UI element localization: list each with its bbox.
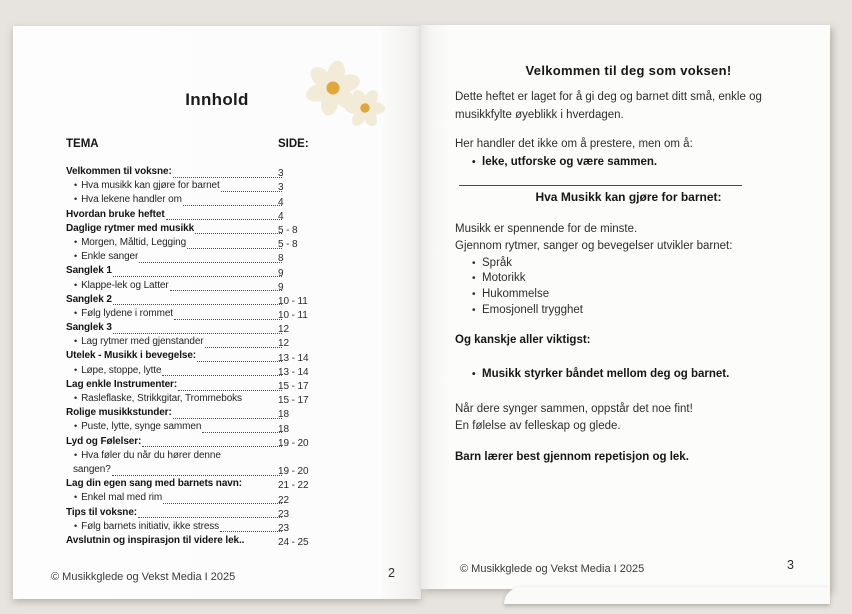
toc-dot-leader bbox=[197, 361, 282, 362]
toc-dot-leader bbox=[221, 191, 282, 192]
toc-label: Hva lekene handler om bbox=[81, 194, 182, 206]
toc-page-number: 23 bbox=[278, 522, 289, 534]
block-text: Musikk er spennende for de minste. bbox=[455, 222, 638, 235]
toc-page-number: 12 bbox=[278, 324, 289, 336]
toc-row bbox=[66, 492, 342, 506]
toc-row bbox=[66, 379, 342, 393]
toc-page-number: 23 bbox=[278, 508, 289, 520]
text-block bbox=[455, 238, 802, 256]
toc-row bbox=[66, 194, 342, 208]
toc-page-number: 4 bbox=[278, 196, 284, 208]
toc-row bbox=[66, 393, 342, 407]
toc-dot-leader bbox=[178, 390, 282, 391]
toc-header-tema: TEMA bbox=[66, 138, 99, 150]
page-number: 3 bbox=[787, 558, 794, 572]
toc-page-number: 10 - 11 bbox=[278, 310, 308, 322]
block-text: Hukommelse bbox=[482, 288, 550, 301]
text-block bbox=[455, 189, 802, 207]
toc-label: Sanglek 1 bbox=[66, 265, 112, 277]
toc-dot-leader bbox=[113, 276, 282, 277]
left-page bbox=[13, 26, 421, 599]
text-block bbox=[455, 287, 802, 303]
toc-label: Klappe-lek og Latter bbox=[81, 279, 169, 291]
stacked-page-edge bbox=[504, 587, 830, 604]
toc-bullet: • bbox=[74, 194, 78, 205]
block-text: Språk bbox=[482, 256, 513, 269]
toc-header-side: SIDE: bbox=[278, 138, 309, 150]
bullet-marker: • bbox=[472, 369, 476, 381]
toc-dot-leader bbox=[139, 262, 282, 263]
toc-dot-leader bbox=[195, 233, 282, 234]
right-page-content bbox=[455, 63, 802, 466]
toc-page-number: 18 bbox=[278, 423, 289, 435]
toc-bullet: • bbox=[74, 180, 78, 191]
toc-row bbox=[66, 450, 342, 464]
toc-dot-leader bbox=[138, 517, 282, 518]
toc-label: Løpe, stoppe, lytte bbox=[81, 364, 162, 376]
toc-label: Lag rytmer med gjenstander bbox=[81, 336, 204, 348]
toc-dot-leader bbox=[183, 205, 282, 206]
toc-page-number: 12 bbox=[278, 338, 289, 350]
toc-row bbox=[66, 464, 342, 478]
toc-row bbox=[66, 535, 342, 549]
text-block bbox=[455, 154, 802, 172]
toc-page-number: 5 - 8 bbox=[278, 239, 298, 251]
block-text: Musikk styrker båndet mellom deg og barnet. bbox=[482, 368, 730, 381]
toc-page-number: 15 - 17 bbox=[278, 395, 309, 407]
toc-page-number: 3 bbox=[278, 182, 284, 194]
toc-dot-leader bbox=[187, 248, 282, 249]
toc-dot-leader bbox=[173, 177, 282, 178]
toc-bullet: • bbox=[74, 364, 78, 375]
toc-bullet: • bbox=[74, 236, 78, 247]
toc-header bbox=[66, 138, 366, 150]
toc-row bbox=[66, 478, 342, 492]
page-title: Innhold bbox=[185, 90, 249, 109]
toc-label: Velkommen til voksne: bbox=[66, 166, 172, 177]
toc-dot-leader bbox=[113, 304, 282, 305]
toc-row bbox=[66, 436, 342, 450]
toc-label: Hva føler du når du hører denne bbox=[81, 449, 221, 461]
block-text: Barn lærer best gjennom repetisjon og lek. bbox=[455, 450, 689, 463]
toc-row bbox=[66, 507, 342, 521]
toc-row bbox=[66, 280, 342, 294]
toc-row bbox=[66, 350, 342, 364]
block-text: Her handler det ikke om å prestere, men om å: bbox=[455, 138, 693, 150]
page-number: 2 bbox=[388, 566, 395, 580]
toc-dot-leader bbox=[113, 333, 282, 334]
toc-label: Avslutnin og inspirasjon til videre lek.. bbox=[66, 534, 245, 546]
toc-label: Enkel mal med rim bbox=[81, 492, 163, 504]
text-blocks bbox=[455, 89, 802, 466]
toc-dot-leader bbox=[220, 531, 282, 532]
toc-label: Enkle sanger bbox=[81, 251, 139, 263]
text-block bbox=[455, 89, 802, 124]
toc-page-number: 15 - 17 bbox=[278, 381, 309, 392]
toc-label: Utelek - Musikk i bevegelse: bbox=[66, 350, 197, 362]
toc-label: Puste, lytte, synge sammen bbox=[81, 421, 202, 433]
block-text: Emosjonell trygghet bbox=[482, 303, 583, 316]
text-block bbox=[455, 449, 802, 467]
toc-row bbox=[66, 209, 342, 223]
toc-label: Følg barnets initiativ, ikke stress bbox=[81, 520, 220, 532]
toc-page-number: 9 bbox=[278, 267, 284, 279]
text-block bbox=[455, 332, 802, 350]
toc-dot-leader bbox=[163, 503, 282, 504]
toc-label: Rasleflaske, Strikkgitar, Trommeboks bbox=[81, 393, 242, 404]
copyright-text: © Musikkglede og Vekst Media I 2025 bbox=[460, 563, 645, 575]
page-title: Velkommen til deg som voksen! bbox=[525, 63, 732, 78]
toc-page-number: 18 bbox=[278, 409, 289, 421]
toc-dot-leader bbox=[166, 219, 282, 220]
toc-bullet: • bbox=[74, 251, 78, 262]
toc-dot-leader bbox=[173, 418, 282, 419]
block-text: Og kanskje aller viktigst: bbox=[455, 333, 591, 346]
bullet-marker: • bbox=[472, 273, 476, 285]
toc-page-number: 21 - 22 bbox=[278, 480, 309, 492]
toc-label: Hva musikk kan gjøre for barnet bbox=[81, 180, 220, 192]
toc-row bbox=[66, 365, 342, 379]
toc-label: Hvordan bruke heftet bbox=[66, 208, 165, 220]
toc-label: Følg lydene i rommet bbox=[81, 307, 173, 319]
toc-bullet: • bbox=[74, 393, 78, 403]
toc-page-number: 4 bbox=[278, 210, 284, 222]
toc-page-number: 19 - 20 bbox=[278, 437, 309, 449]
toc-row bbox=[66, 407, 342, 421]
toc-label: Sanglek 3 bbox=[66, 322, 112, 334]
toc-row bbox=[66, 223, 342, 237]
toc-label: Rolige musikkstunder: bbox=[66, 407, 172, 419]
toc-label: sangen? bbox=[73, 463, 111, 475]
toc-dot-leader bbox=[162, 375, 282, 376]
toc-row bbox=[66, 180, 342, 194]
block-text: Motorikk bbox=[482, 272, 526, 285]
copyright-text: © Musikkglede og Vekst Media I 2025 bbox=[51, 571, 236, 583]
toc-bullet: • bbox=[74, 421, 78, 432]
text-block bbox=[455, 221, 802, 239]
toc-dot-leader bbox=[170, 290, 282, 291]
toc-page-number: 5 - 8 bbox=[278, 224, 298, 236]
toc-row bbox=[66, 521, 342, 535]
toc-dot-leader bbox=[205, 347, 282, 348]
toc-bullet: • bbox=[74, 307, 78, 318]
bullet-marker: • bbox=[472, 289, 476, 301]
bullet-marker: • bbox=[472, 304, 476, 316]
toc-page-number: 22 bbox=[278, 494, 289, 506]
toc-dot-leader bbox=[202, 432, 282, 433]
block-text: Hva Musikk kan gjøre for barnet: bbox=[535, 190, 722, 204]
right-page bbox=[421, 25, 830, 589]
toc-page-number: 13 - 14 bbox=[278, 352, 309, 364]
block-text: leke, utforske og være sammen. bbox=[482, 155, 658, 168]
bullet-marker: • bbox=[472, 156, 476, 168]
toc-bullet: • bbox=[74, 492, 78, 503]
toc-row bbox=[66, 322, 342, 336]
toc-label: Sanglek 2 bbox=[66, 293, 112, 305]
text-block bbox=[455, 366, 802, 384]
text-block bbox=[455, 418, 802, 436]
toc-label: Morgen, Måltid, Legging bbox=[81, 236, 187, 248]
toc-row bbox=[66, 251, 342, 265]
toc-row bbox=[66, 336, 342, 350]
toc-row bbox=[66, 237, 342, 251]
toc-row bbox=[66, 166, 342, 180]
text-block bbox=[455, 271, 802, 287]
toc-row bbox=[66, 265, 342, 279]
toc-label: Lag din egen sang med barnets navn: bbox=[66, 478, 242, 490]
block-text: Dette heftet er laget for å gi deg og barnet ditt små, enkle og musikkfylte øyeblikk i hverdagen. bbox=[455, 91, 762, 121]
block-text: Når dere synger sammen, oppstår det noe fint! bbox=[455, 402, 693, 415]
toc-page-number: 24 - 25 bbox=[278, 537, 309, 549]
toc-page-number: 19 - 20 bbox=[278, 466, 309, 478]
toc-label: Lag enkle Instrumenter: bbox=[66, 378, 178, 390]
toc-label: Lyd og Følelser: bbox=[66, 435, 142, 447]
toc-bullet: • bbox=[74, 279, 78, 290]
bullet-marker: • bbox=[472, 257, 476, 269]
text-block bbox=[455, 401, 802, 419]
toc-page-number: 13 - 14 bbox=[278, 366, 309, 378]
toc-dot-leader bbox=[174, 319, 282, 320]
toc-row bbox=[66, 421, 342, 435]
text-block bbox=[455, 303, 802, 319]
text-block bbox=[459, 185, 742, 186]
block-text: Gjennom rytmer, sanger og bevegelser utvikler barnet: bbox=[455, 240, 733, 252]
toc-row bbox=[66, 308, 342, 322]
toc-bullet: • bbox=[74, 449, 78, 460]
toc-label: Tips til voksne: bbox=[66, 506, 138, 518]
toc-list bbox=[66, 166, 342, 549]
toc-page-number: 10 - 11 bbox=[278, 295, 308, 307]
toc-label: Daglige rytmer med musikk bbox=[66, 222, 195, 234]
toc-dot-leader bbox=[142, 446, 282, 447]
toc-bullet: • bbox=[74, 336, 78, 347]
toc-dot-leader bbox=[112, 475, 282, 476]
text-block bbox=[455, 136, 802, 154]
toc-page-number: 3 bbox=[278, 168, 284, 180]
text-block bbox=[455, 256, 802, 272]
toc-bullet: • bbox=[74, 520, 78, 531]
toc-row bbox=[66, 294, 342, 308]
block-text: En følelse av felleskap og glede. bbox=[455, 420, 621, 433]
toc-page-number: 9 bbox=[278, 281, 284, 293]
toc-page-number: 8 bbox=[278, 253, 284, 265]
